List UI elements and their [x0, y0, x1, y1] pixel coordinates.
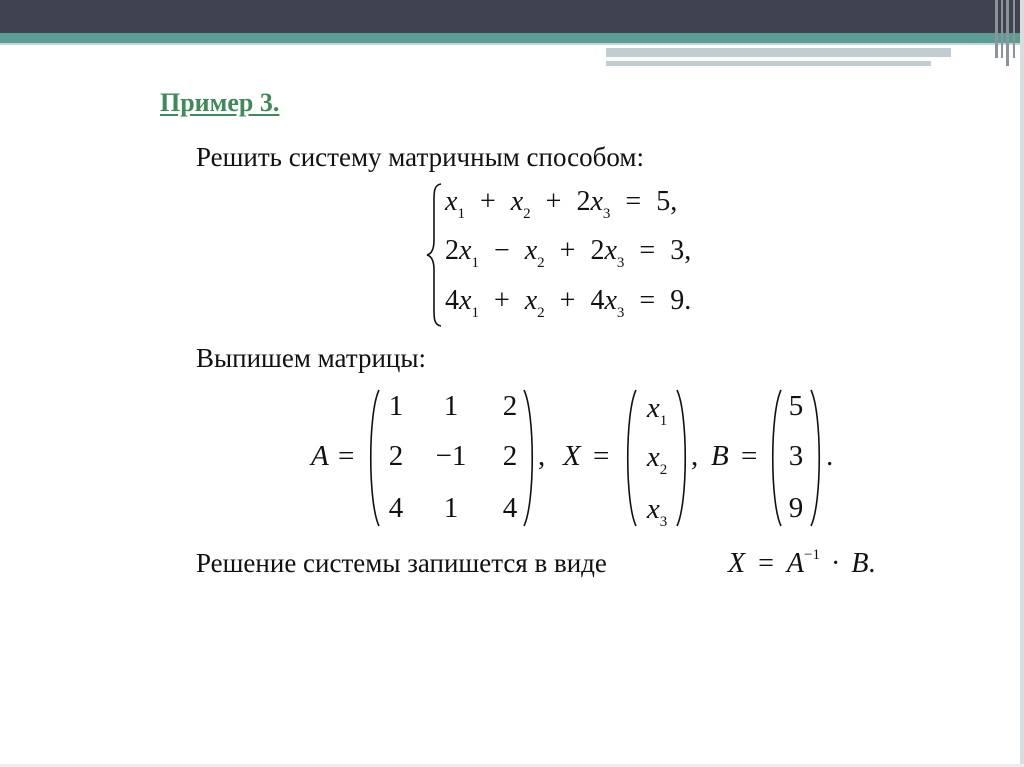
matrix-cell [637, 392, 677, 429]
right-hand-side: 9. [670, 285, 692, 316]
equation-row [445, 186, 678, 222]
variable: x [510, 186, 524, 217]
matrix-cell: 1 [388, 390, 404, 422]
matrices-label: Выпишем матрицы: [196, 343, 427, 373]
subscript: 2 [537, 255, 545, 271]
operator: + [559, 285, 576, 316]
matrix-cell: 3 [788, 440, 804, 472]
equation-row [445, 235, 692, 271]
matrix-cell [637, 441, 677, 478]
variable: x [646, 392, 660, 424]
variable: x [459, 285, 472, 316]
variable: x [445, 186, 458, 217]
multiplication-dot: · [830, 548, 841, 579]
matrix-name: A [311, 440, 329, 472]
matrix-cell: 5 [788, 390, 804, 422]
solution-formula [728, 548, 875, 580]
subscript: 2 [659, 462, 668, 478]
variable: x [590, 186, 603, 217]
matrix-name: X [563, 440, 581, 472]
slide-right-edge [1020, 0, 1024, 767]
subscript: 1 [471, 255, 479, 271]
matrix-cell: 1 [443, 492, 459, 524]
subscript: 2 [523, 206, 531, 222]
intro-text: Решить систему матричным способом: [196, 142, 644, 172]
separator: , [538, 440, 546, 472]
operator: + [493, 285, 510, 316]
decorative-vertical-line [995, 0, 998, 58]
operator: − [493, 235, 510, 266]
operator: + [559, 235, 576, 266]
header-thin-line [0, 43, 1024, 45]
matrix-cell: 2 [502, 390, 518, 422]
equals-sign: = [639, 235, 656, 266]
equals-sign: = [625, 186, 642, 217]
matrix-name: A [786, 548, 805, 579]
header-stripe [606, 61, 931, 66]
operator: + [545, 186, 562, 217]
subscript: 3 [602, 206, 611, 222]
matrix-cell [637, 493, 677, 530]
slide-title: Пример 3. [160, 88, 280, 117]
right-paren [674, 388, 692, 528]
period: . [868, 548, 876, 579]
right-paren [521, 388, 539, 528]
variable: x [604, 235, 617, 266]
variable: x [459, 235, 472, 266]
right-hand-side: 5, [656, 186, 678, 217]
header-bar [0, 0, 1024, 33]
decorative-vertical-line [1006, 0, 1009, 66]
separator: . [826, 440, 834, 472]
equals-sign: = [639, 285, 656, 316]
equals-sign: = [338, 440, 355, 472]
matrix-cell: 1 [443, 390, 459, 422]
matrix-cell: 4 [502, 492, 518, 524]
equation-system [425, 182, 725, 328]
coefficient: 2 [590, 235, 605, 266]
coefficient: 2 [445, 235, 459, 266]
coefficient: 4 [445, 285, 459, 316]
equals-sign: = [758, 548, 774, 579]
variable: X [728, 548, 746, 579]
solution-label: Решение системы запишется в виде [196, 548, 607, 578]
decorative-vertical-line [1013, 0, 1015, 58]
subscript: 1 [457, 206, 465, 222]
matrix-cell: 2 [388, 440, 404, 472]
header-accent-bar [0, 33, 1024, 43]
exponent: −1 [804, 547, 820, 563]
variable: x [604, 285, 617, 316]
variable: x [524, 235, 538, 266]
matrix-cell: 2 [502, 440, 518, 472]
subscript: 3 [616, 305, 625, 321]
right-paren [808, 388, 826, 528]
left-brace [425, 182, 445, 328]
subscript: 3 [616, 255, 625, 271]
coefficient: 4 [590, 285, 605, 316]
matrix-cell: 9 [788, 492, 804, 524]
equals-sign: = [593, 440, 610, 472]
coefficient: 2 [576, 186, 591, 217]
equation-row [445, 285, 692, 321]
subscript: 2 [537, 305, 545, 321]
variable: B [851, 548, 869, 579]
matrix-cell: 4 [388, 492, 404, 524]
subscript: 1 [471, 305, 479, 321]
subscript: 3 [659, 514, 668, 530]
subscript: 1 [659, 413, 668, 429]
decorative-vertical-line [1001, 0, 1003, 58]
right-hand-side: 3, [670, 235, 692, 266]
variable: x [646, 441, 660, 473]
variable: x [646, 493, 660, 525]
separator: , [691, 440, 699, 472]
operator: + [479, 186, 496, 217]
header-stripe [606, 48, 951, 57]
equals-sign: = [741, 440, 758, 472]
matrix-cell: −1 [435, 440, 467, 472]
variable: x [524, 285, 538, 316]
matrix-name: B [711, 440, 729, 472]
